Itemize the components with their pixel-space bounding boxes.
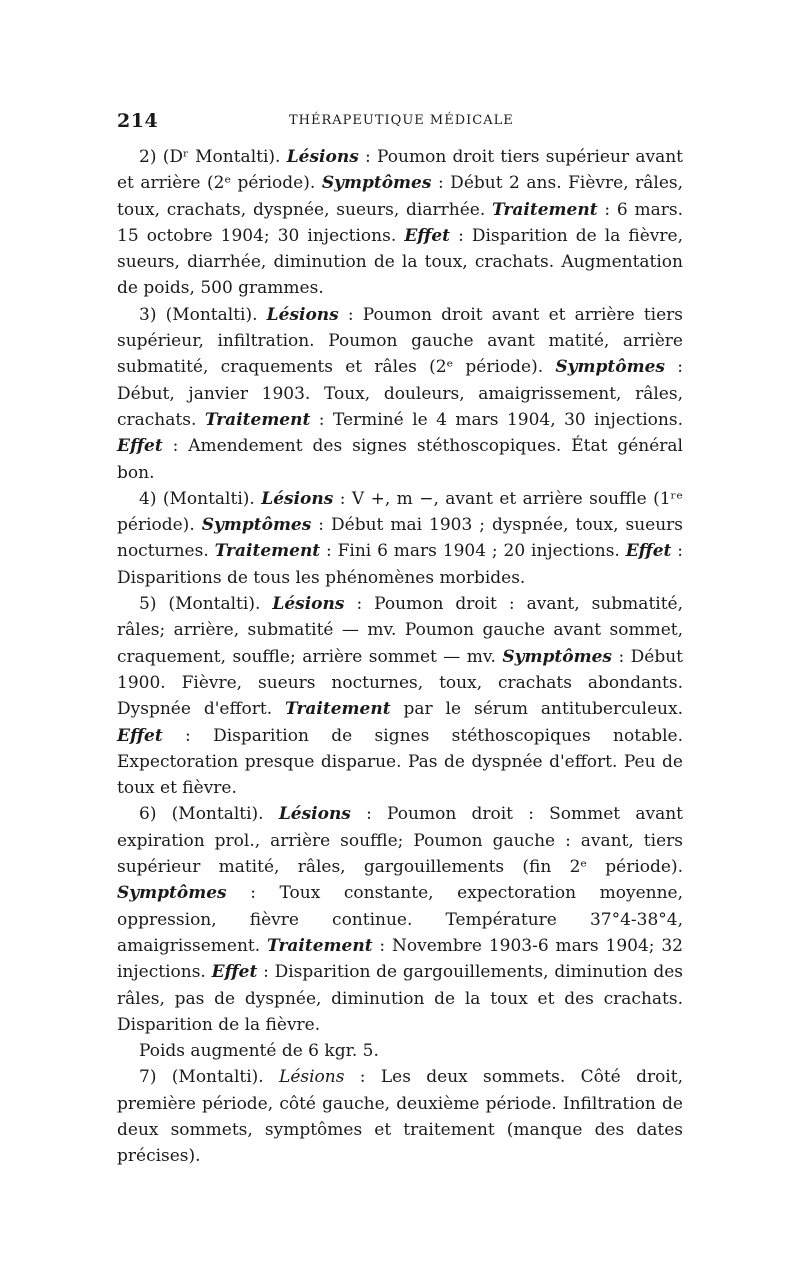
case-lead: 4) (Montalti). [139,488,255,509]
case-lead: 6) (Montalti). [139,804,264,825]
lesions-label: Lésions [279,1067,345,1088]
symptomes-label: Symptômes [321,173,432,194]
effet-label: Effet [625,541,672,562]
lesions-label: Lésions [266,304,339,325]
body-text [117,144,683,1170]
effet-text: : Disparition de gargouillements, diminution des râles, pas de dyspnée, diminution de la toux et des crachats. Disparition de la fièvre. [117,962,684,1035]
page-header [117,110,683,144]
traitement-label: Traitement [492,199,598,220]
traitement-label: Traitement [214,541,321,562]
symptomes-label: Symptômes [201,515,312,536]
symptomes-label: Symptômes [117,883,227,904]
effet-text: : Disparition de signes stéthoscopiques notable. Expectoration presque disparue. Pas de dyspnée d'effort. Peu de toux et fièvre. [117,725,683,799]
lesions-text: : Poumon droit avant et arrière tiers supérieur, infiltration. Poumon gauche avant matité, arrière submatité, craquements et râles (2ᵉ période). [117,304,683,378]
lesions-label: Lésions [278,804,351,825]
case-entry [117,486,683,591]
effet-text: : Disparition de la fièvre, sueurs, diarrhée, diminution de la toux, crachats. Augmentation de poids, 500 grammes. [117,225,683,299]
book-page [117,110,683,1170]
case-entry [117,144,683,302]
symptomes-text: : Début, janvier 1903. Toux, douleurs, amaigrissement, râles, crachats. [117,357,683,430]
case-lead: 7) (Montalti). [139,1067,264,1088]
traitement-label: Traitement [285,699,391,720]
poids-line: Poids augmenté de 6 kgr. 5. [139,1041,379,1062]
symptomes-text: : Début 1900. Fièvre, sueurs nocturnes, toux, crachats abondants. Dyspnée d'effort. [117,646,684,720]
lesions-text: : V +, m −, avant et arrière souffle (1ʳᵉ période). [117,488,684,536]
running-title: THÉRAPEUTIQUE MÉDICALE [289,113,514,128]
lesions-text: : Les deux sommets. Côté droit, première période, côté gauche, deuxième période. Infiltration de deux sommets, symptômes et traitement (manque des dates précises). [117,1067,683,1167]
case-entry [117,591,683,801]
symptomes-label: Symptômes [555,357,666,378]
lesions-text: : Poumon droit tiers supérieur avant et arrière (2ᵉ période). [117,147,683,194]
traitement-label: Traitement [204,409,311,430]
case-lead: 3) (Montalti). [139,304,258,325]
effet-label: Effet [117,725,163,746]
case-entry [117,302,683,486]
lesions-label: Lésions [261,488,334,509]
effet-text: : Amendement des signes stéthoscopiques. État général bon. [117,436,683,483]
case-lead: 5) (Montalti). [139,594,261,615]
traitement-text: par le sérum antituberculeux. [390,699,683,720]
traitement-text: : 6 mars. 15 octobre 1904; 30 injections. [117,199,684,246]
effet-label: Effet [211,962,258,983]
lesions-label: Lésions [286,147,359,167]
traitement-text: : Fini 6 mars 1904 ; 20 injections. [320,541,620,562]
symptomes-text: : Début 2 ans. Fièvre, râles, toux, crachats, dyspnée, sueurs, diarrhée. [117,173,684,220]
case-lead: 2) (Dʳ Montalti). [139,147,281,167]
lesions-text: : Poumon droit : avant, submatité, râles; arrière, submatité — mv. Poumon gauche avant sommet, craquement, souffle; arrière sommet — mv. [117,594,684,667]
symptomes-label: Symptômes [502,646,612,667]
traitement-text: : Novembre 1903-6 mars 1904; 32 injections. [117,935,684,983]
symptomes-text: : Début mai 1903 ; dyspnée, toux, sueurs nocturnes. [117,515,683,562]
page-number: 214 [117,110,159,132]
traitement-text: : Terminé le 4 mars 1904, 30 injections. [310,409,683,430]
effet-label: Effet [404,225,450,246]
lesions-label: Lésions [272,594,345,615]
case-entry [117,801,683,1038]
symptomes-text: : Toux constante, expectoration moyenne, oppression, fièvre continue. Température 37°4-38°4, amaigrissement. [117,883,683,956]
case-entry [117,1064,683,1169]
effet-text: : Disparitions de tous les phénomènes morbides. [117,541,683,588]
lesions-text: : Poumon droit : Sommet avant expiration prol., arrière souffle; Poumon gauche : avant, tiers supérieur matité, râles, gargouillements (fin 2ᵉ période). [117,804,684,878]
effet-label: Effet [117,436,163,457]
traitement-label: Traitement [267,935,373,956]
